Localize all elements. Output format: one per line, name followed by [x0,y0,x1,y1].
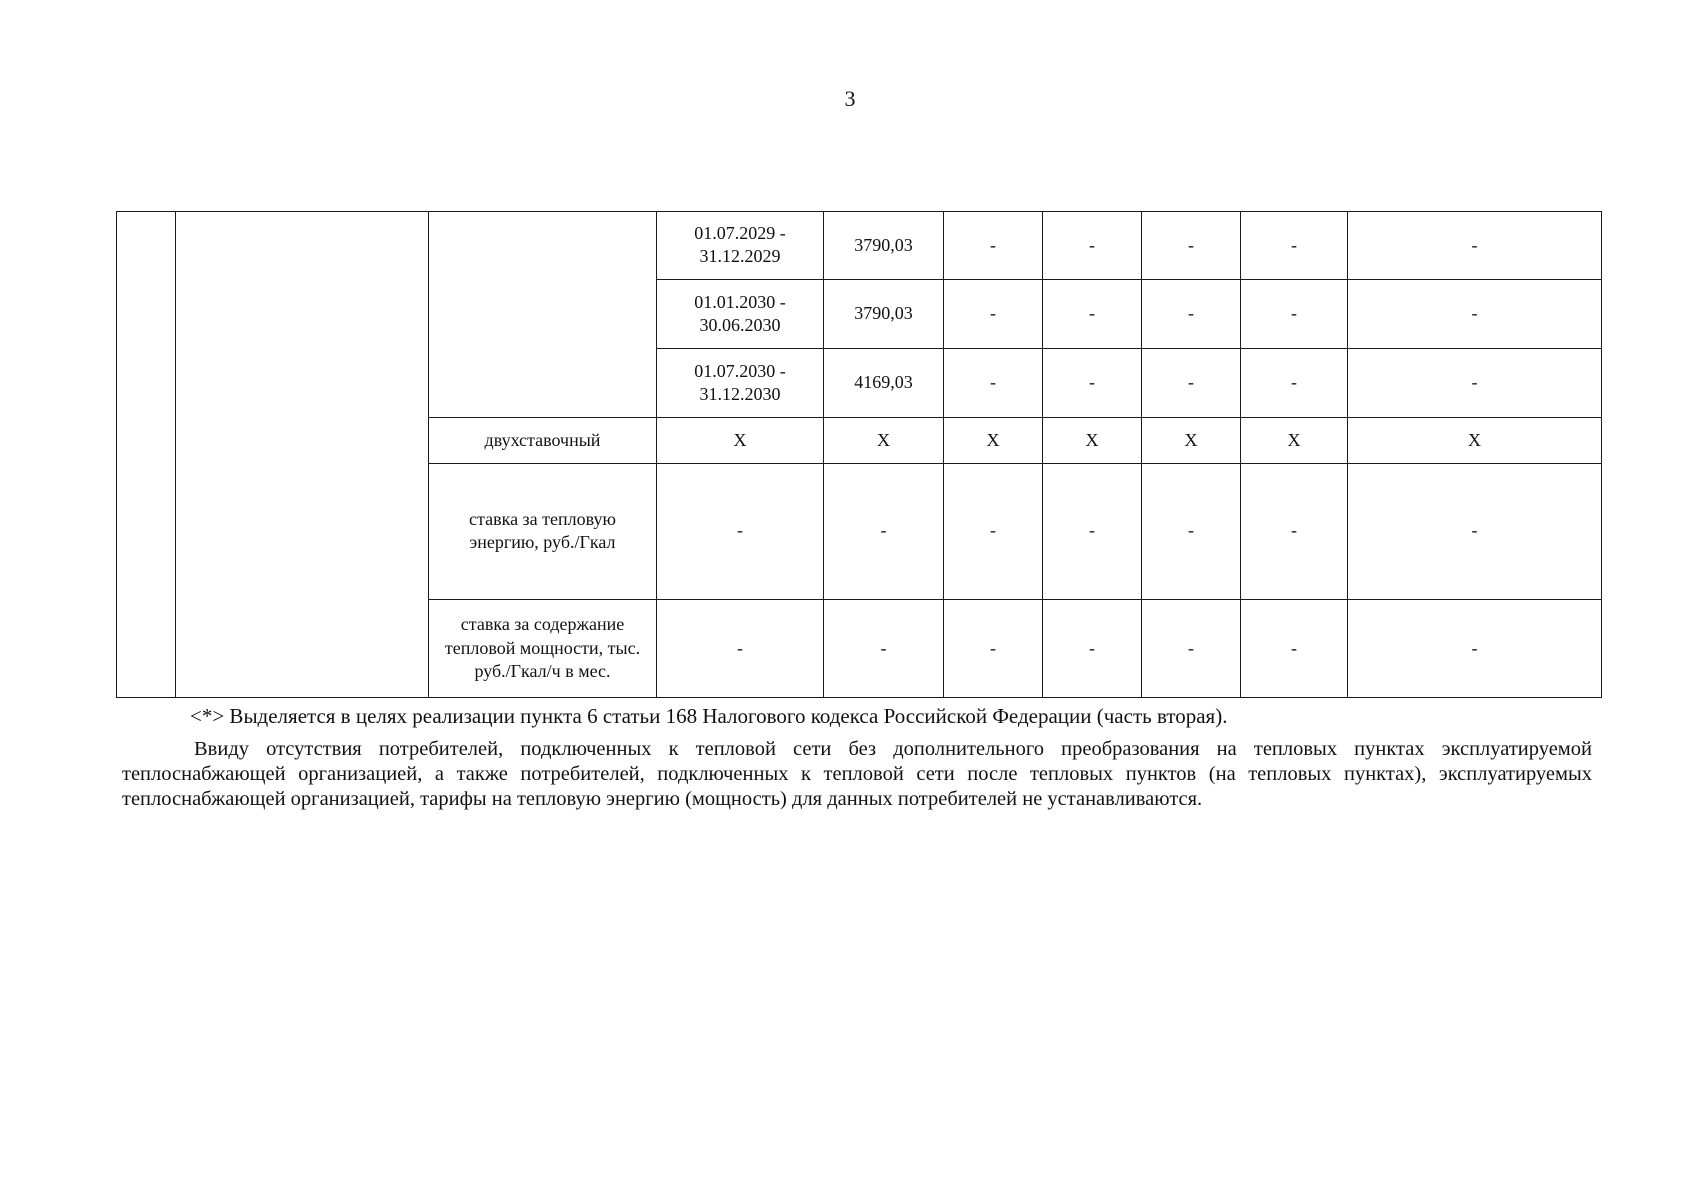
dash-cell: - [944,348,1043,417]
tariff-table [116,211,1602,698]
period-cell: 01.01.2030 - 30.06.2030 [657,279,824,348]
dash-cell: - [1142,212,1241,280]
dash-cell: - [944,463,1043,599]
x-cell: X [944,417,1043,463]
x-cell: X [657,417,824,463]
dash-cell: - [1043,599,1142,697]
dash-cell: - [1348,599,1602,697]
dash-cell: - [1043,279,1142,348]
x-cell: X [824,417,944,463]
two-part-label: двухставочный [429,417,657,463]
tariff-value-cell: 3790,03 [824,279,944,348]
period-cell: 01.07.2029 - 31.12.2029 [657,212,824,280]
x-cell: X [1043,417,1142,463]
dash-cell: - [1241,348,1348,417]
organization-cell [176,212,429,698]
dash-cell: - [1241,463,1348,599]
dash-cell: - [1043,463,1142,599]
period-cell: 01.07.2030 - 31.12.2030 [657,348,824,417]
dash-cell: - [1348,279,1602,348]
energy-rate-label: ставка за тепловую энергию, руб./Гкал [429,463,657,599]
number-cell [117,212,176,698]
dash-cell: - [944,599,1043,697]
dash-cell: - [824,599,944,697]
dash-cell: - [1348,212,1602,280]
dash-cell: - [824,463,944,599]
dash-cell: - [1142,348,1241,417]
dash-cell: - [1142,599,1241,697]
dash-cell: - [657,599,824,697]
table-row [117,212,1602,280]
capacity-rate-label: ставка за содержание тепловой мощности, тыс. руб./Гкал/ч в мес. [429,599,657,697]
dash-cell: - [1043,212,1142,280]
paragraph-text: Ввиду отсутствия потребителей, подключенных к тепловой сети без дополнительного преобразования на тепловых пунктах эксплуатируемой теплоснабжающей организацией, а также потребителей, подключенных к тепловой сети после тепловых пунктов (на тепловых пунктах), эксплуатируемых теплоснабжающей организацией, тарифы на тепловую энергию (мощность) для данных потребителей не устанавливаются. [122,738,1592,810]
tariff-type-cell [429,212,657,418]
dash-cell: - [657,463,824,599]
dash-cell: - [1348,463,1602,599]
footnote: <*> Выделяется в целях реализации пункта 6 статьи 168 Налогового кодекса Российской Федерации (часть вторая). [190,704,1228,728]
page-number: 3 [844,86,856,111]
dash-cell: - [944,279,1043,348]
dash-cell: - [944,212,1043,280]
tariff-value-cell: 4169,03 [824,348,944,417]
x-cell: X [1348,417,1602,463]
dash-cell: - [1348,348,1602,417]
dash-cell: - [1142,463,1241,599]
dash-cell: - [1241,599,1348,697]
x-cell: X [1241,417,1348,463]
dash-cell: - [1043,348,1142,417]
dash-cell: - [1142,279,1241,348]
tariff-value-cell: 3790,03 [824,212,944,280]
body-paragraph [122,737,1592,812]
dash-cell: - [1241,279,1348,348]
x-cell: X [1142,417,1241,463]
dash-cell: - [1241,212,1348,280]
